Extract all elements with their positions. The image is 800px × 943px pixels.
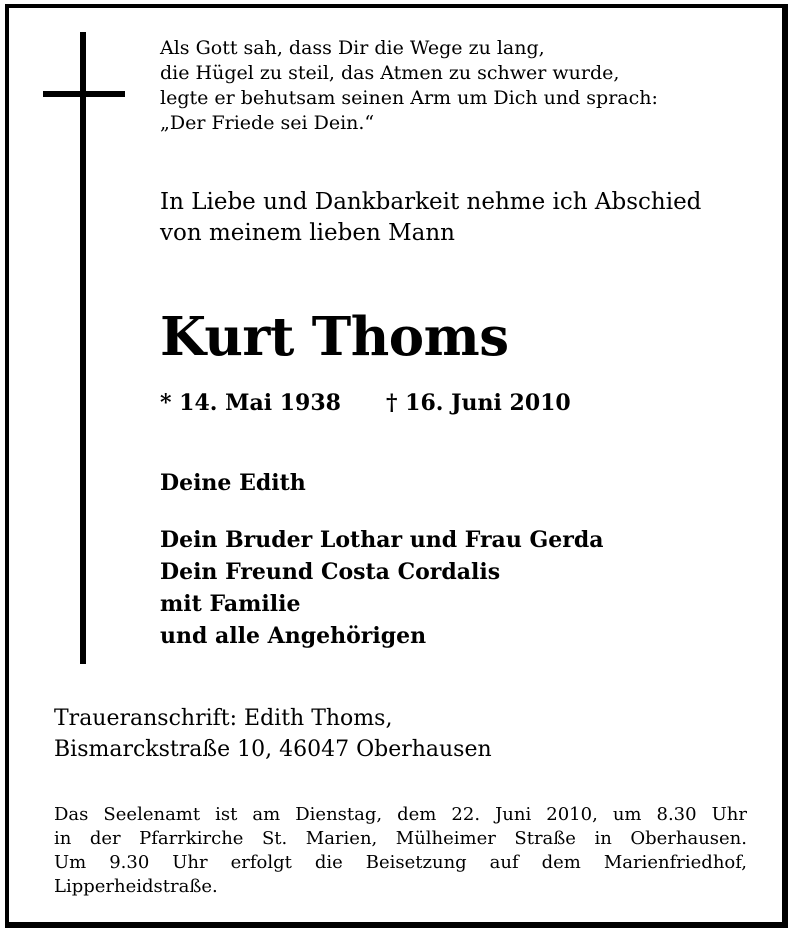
service-line: Um 9.30 Uhr erfolgt die Beisetzung auf dem Marienfriedhof,	[54, 852, 747, 873]
service-line: Das Seelenamt ist am Dienstag, dem 22. Juni 2010, um 8.30 Uhr	[54, 804, 747, 825]
service-line: in der Pfarrkirche St. Marien, Mülheimer Straße in Oberhausen.	[54, 828, 747, 849]
poem-line: Als Gott sah, dass Dir die Wege zu lang,	[160, 37, 545, 59]
poem-line: die Hügel zu steil, das Atmen zu schwer wurde,	[160, 62, 620, 84]
death-date: † 16. Juni 2010	[386, 390, 571, 416]
deceased-name: Kurt Thoms	[160, 306, 509, 368]
cross-horizontal-bar	[43, 91, 125, 97]
main-mourner: Deine Edith	[160, 470, 306, 496]
farewell-intro	[160, 187, 701, 249]
life-dates	[160, 388, 571, 418]
birth-date: * 14. Mai 1938	[160, 390, 341, 416]
service-line: Lipperheidstraße.	[54, 876, 218, 897]
mourner-line: Dein Bruder Lothar und Frau Gerda	[160, 527, 604, 553]
cross-vertical-bar	[80, 32, 86, 664]
poem-line: legte er behutsam seinen Arm um Dich und sprach:	[160, 87, 658, 109]
address-line: Traueranschrift: Edith Thoms,	[54, 706, 393, 731]
intro-line: von meinem lieben Mann	[160, 220, 455, 246]
mourner-line: mit Familie	[160, 591, 301, 617]
address-line: Bismarckstraße 10, 46047 Oberhausen	[54, 737, 492, 762]
mourner-list	[160, 524, 603, 652]
mourner-line: und alle Angehörigen	[160, 623, 427, 649]
poem-line: „Der Friede sei Dein.“	[160, 112, 375, 134]
poem-verse	[160, 36, 658, 136]
service-info	[54, 803, 747, 899]
intro-line: In Liebe und Dankbarkeit nehme ich Abschied	[160, 189, 702, 215]
notice-border	[5, 4, 788, 928]
mourning-address	[54, 703, 492, 765]
mourner-line: Dein Freund Costa Cordalis	[160, 559, 501, 585]
